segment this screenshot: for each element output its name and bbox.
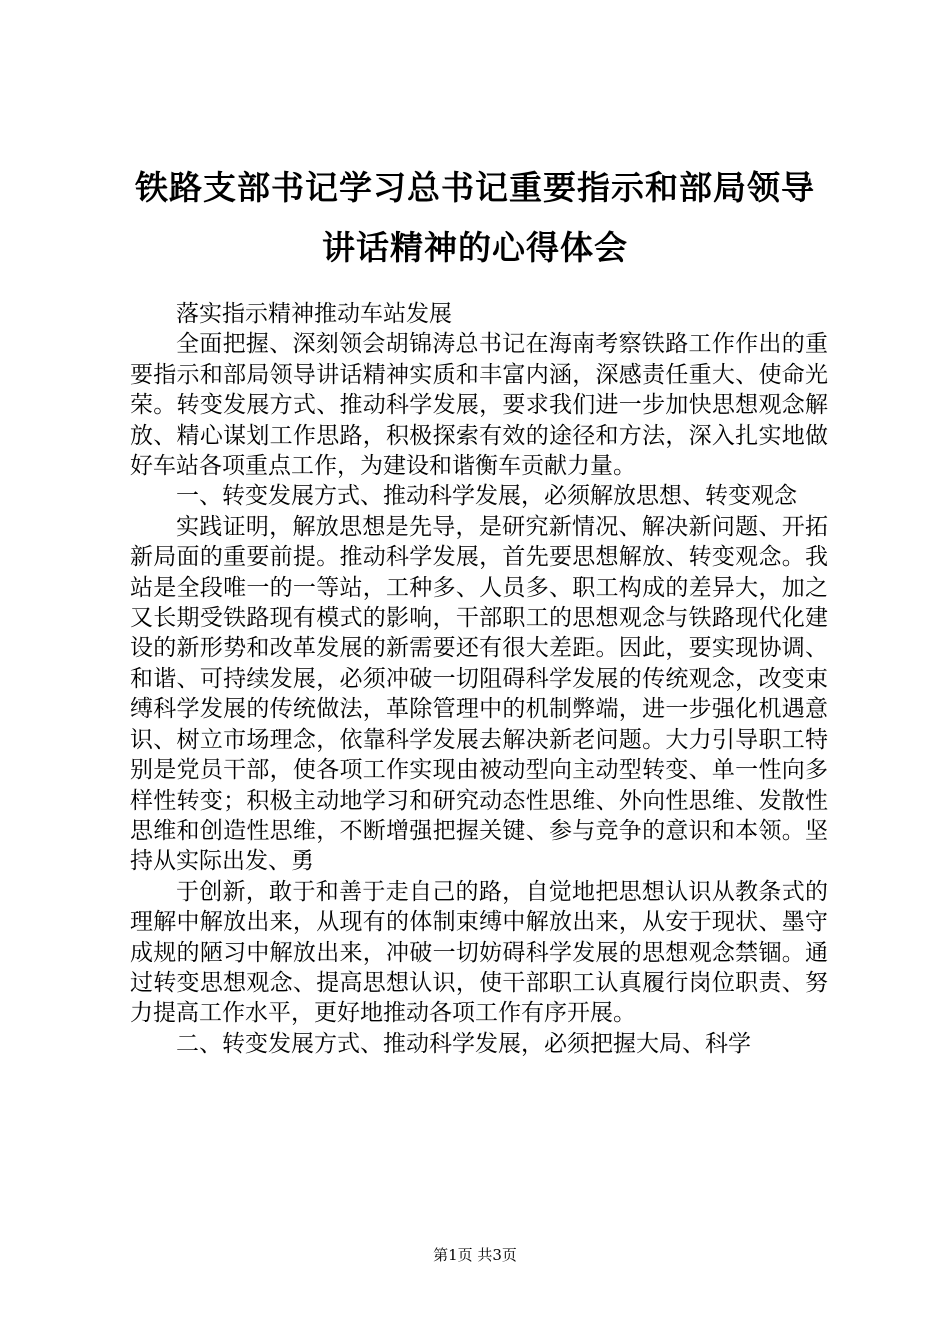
section-heading: 一、转变发展方式、推动科学发展，必须解放思想、转变观念 — [176, 483, 797, 510]
section-subtitle: 落实指示精神推动车站发展 — [176, 301, 452, 327]
page-number-footer: 第1页 共3页 — [433, 1246, 517, 1264]
document-title-line-2: 讲话精神的心得体会 — [322, 228, 628, 267]
body-paragraph: 于创新，敢于和善于走自己的路，自觉地把思想认识从教条式的理解中解放出来，从现有的体制束缚中解放出来，从安于现状、墨守成规的陋习中解放出来，冲破一切妨碍科学发展的思想观念禁锢。通过转变思想观念、提高思想认识，使干部职工认真履行岗位职责、努力提高工作水平，更好地推动各项工作有序开展。 — [130, 878, 828, 1027]
section-heading: 二、转变发展方式、推动科学发展，必须把握大局、科学 — [176, 1030, 751, 1057]
body-paragraph: 全面把握、深刻领会胡锦涛总书记在海南考察铁路工作作出的重要指示和部局领导讲话精神实质和丰富内涵，深感责任重大、使命光荣。转变发展方式、推动科学发展，要求我们进一步加快思想观念解放、精心谋划工作思路，积极探索有效的途径和方法，深入扎实地做好车站各项重点工作，为建设和谐衡车贡献力量。 — [130, 331, 828, 480]
document-body — [130, 299, 828, 1059]
document-title-line-1: 铁路支部书记学习总书记重要指示和部局领导 — [135, 168, 815, 207]
body-paragraph: 实践证明，解放思想是先导，是研究新情况、解决新问题、开拓新局面的重要前提。推动科学发展，首先要思想解放、转变观念。我站是全段唯一的一等站，工种多、人员多、职工构成的差异大，加之又长期受铁路现有模式的影响，干部职工的思想观念与铁路现代化建设的新形势和改革发展的新需要还有很大差距。因此，要实现协调、和谐、可持续发展，必须冲破一切阻碍科学发展的传统观念，改变束缚科学发展的传统做法，革除管理中的机制弊端，进一步强化机遇意识、树立市场理念，依靠科学发展去解决新老问题。大力引导职工特别是党员干部，使各项工作实现由被动型向主动型转变、单一性向多样性转变；积极主动地学习和研究动态性思维、外向性思维、发散性思维和创造性思维，不断增强把握关键、参与竞争的意识和本领。坚持从实际出发、勇 — [130, 513, 828, 875]
